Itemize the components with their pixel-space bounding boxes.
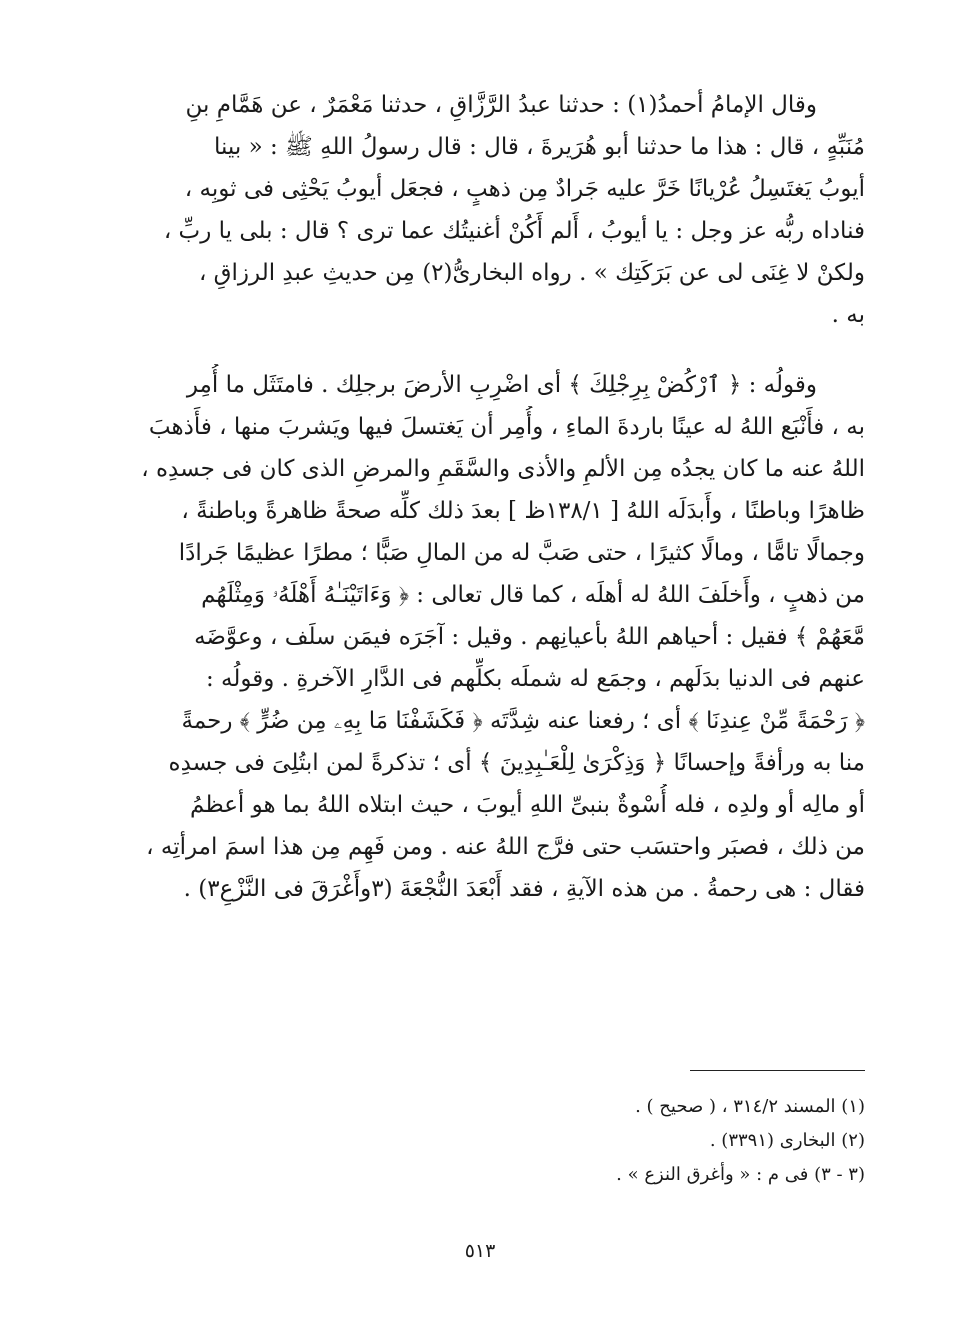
text-line: مَّعَهُمْ ﴾ فقيل : أحياهم اللهُ بأعيانِهم . وقيل : آجَرَه فيمَن سلَف ، وعوَّضَه	[194, 624, 865, 650]
text-line: أيوبُ يَغتَسِلُ عُرْيانًا خَرَّ عليه جَرادٌ مِن ذهبٍ ، فجعَل أيوبُ يَحْثِى فى ثوبِه ،	[184, 176, 865, 202]
text-line: ظاهرًا وباطنًا ، وأَبدَلَه اللهُ [ ١٣٨/١ظ ] بعدَ ذلك كلِّه صحةً ظاهرةً وباطنةً ،	[181, 498, 865, 524]
text-line: من ذلك ، فصبَر واحتسَب حتى فرَّج اللهُ عنه . ومن فَهِم مِن هذا اسمَ امرأتِه ،	[146, 834, 865, 860]
paragraph-commentary	[130, 364, 865, 910]
text-line: وقال الإمامُ أحمدُ(١) : حدثنا عبدُ الرَّزَّاقِ ، حدثنا مَعْمَرٌ ، عن هَمَّامِ بنِ	[185, 92, 817, 118]
text-line: ولكنْ لا غِنَى لى عن بَرَكَتِك » . رواه البخارىُّ(٢) مِن حديثِ عبدِ الرزاقِ ،	[198, 260, 865, 286]
footnote: (١) المسند ٣١٤/٢ ، ( صحيح ) .	[635, 1096, 865, 1117]
text-line: فناداه ربُّه عز وجل : يا أيوبُ ، أَلم أَكُنْ أغنيتُك عما ترى ؟ قال : بلى يا ربِّ ،	[163, 218, 865, 244]
text-line: مُنَبِّهٍ ، قال : هذا ما حدثنا أبو هُرَيرةَ ، قال : قال رسولُ اللهِ ﷺ : « بينا	[213, 134, 865, 160]
text-line: عنهم فى الدنيا بدَلَهم ، وجمَع له شملَه بكلِّهم فى الدَّارِ الآخرةِ . وقولُه :	[205, 666, 865, 692]
footnote: (٣ - ٣) فى م : « وأغرق النزع » .	[616, 1164, 865, 1185]
page-number: ٥١٣	[464, 1240, 496, 1262]
text-line: وجمالًا تامًّا ، ومالًا كثيرًا ، حتى صَبَّ له من المالِ صَبًّا ؛ مطرًا عظيمًا جَرادًا	[178, 540, 865, 566]
footnote: (٢) البخارى (٣٣٩١) .	[709, 1130, 865, 1151]
main-text	[130, 84, 865, 910]
text-line: به .	[831, 302, 865, 328]
text-line: فقال : هى رحمةُ . من هذه الآيةِ ، فقد أَبْعَدَ النُّجْعَةَ (٣وأَغْرَقَ فى النَّزْعِ٣) .	[183, 876, 865, 902]
footnotes	[300, 1090, 865, 1192]
text-line: ﴿ رَحْمَةً مِّنْ عِندِنَا ﴾ أى ؛ رفعنا عنه شِدَّتَه ﴿ فَكَشَفْنَا مَا بِهِۦ مِن ضُرٍّ ﴾ رحمةً	[181, 708, 865, 734]
text-line: منا به ورأفةً وإحسانًا ﴿ وَذِكْرَىٰ لِلْعَـٰبِدِينَ ﴾ أى ؛ تذكرةً لمن ابتُلِىَ فى جسدِه	[168, 750, 865, 776]
text-line: اللهُ عنه ما كان يجدُه مِن الألمِ والأذى والسَّقَمِ والمرضِ الذى كان فى جسدِه ،	[141, 456, 865, 482]
text-line: من ذهبٍ ، وأَخلَفَ اللهُ له أهلَه ، كما قال تعالى : ﴿ وَءَاتَيْنَـٰهُ أَهْلَهُۥ وَمِثْلَهُم	[201, 582, 865, 608]
text-line: به ، فأَنْبَع اللهُ له عينًا باردةَ الماءِ ، وأُمِر أن يَغتسلَ فيها ويَشربَ منها ، فأَذهبَ	[148, 414, 865, 440]
text-line: أو مالِه أو ولدِه ، فله أُسْوةٌ بنبىِّ اللهِ أيوبَ ، حيث ابتلاه اللهُ بما هو أعظمُ	[190, 792, 865, 818]
text-line: وقولُه : ﴿ ٱرْكُضْ بِرِجْلِكَ ﴾ أى اضْرِبِ الأرضَ برجلِك . فامتَثَل ما أُمِر	[186, 372, 817, 398]
footnote-divider	[690, 1070, 865, 1071]
paragraph-hadith	[130, 84, 865, 336]
